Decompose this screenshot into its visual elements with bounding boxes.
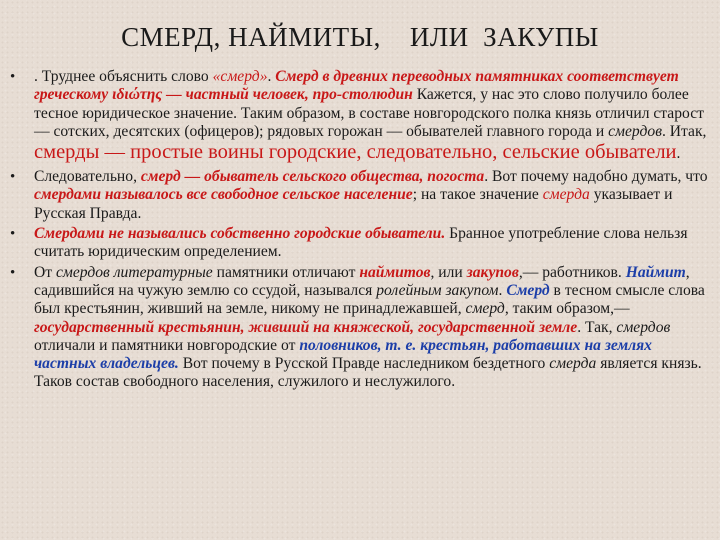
- list-item: [10, 264, 710, 392]
- text: . Так,: [577, 318, 617, 336]
- text: Кажется, у нас это слово получило более тесное юридическое значение. Таким образом, в составе новгородского полка князь отличил старост — сотских, десятских (офицеров); рядовых горожан — обывателей главного города и: [34, 86, 704, 140]
- highlight-text: «смерд»: [212, 68, 268, 85]
- bullet-icon: •: [10, 226, 16, 243]
- highlight-text: Смердами не назывались собственно городские обыватели.: [34, 225, 446, 243]
- italic-text: смерда: [549, 355, 597, 373]
- highlight-text: закупов: [466, 263, 519, 281]
- text: памятники отличают: [212, 263, 360, 281]
- text: , или: [430, 263, 467, 281]
- highlight-text: половников, т. е. крестьян, работавших на землях частных владельцев.: [34, 336, 652, 373]
- text: .: [267, 68, 276, 85]
- italic-text: смерд: [465, 300, 505, 318]
- highlight-text: Смерд в древних переводных памятниках соответствует греческому ιδιώτης — частный человек, про-столюдин: [34, 68, 679, 104]
- italic-text: смердов: [608, 122, 662, 140]
- text: .: [498, 281, 507, 299]
- list-item: [10, 68, 710, 164]
- highlight-text: смерда: [542, 186, 590, 204]
- text: Бранное употребление слова нельзя считать юридическим определением.: [34, 225, 688, 261]
- highlight-text: Смерд: [506, 281, 550, 299]
- text: Следовательно,: [34, 168, 141, 186]
- italic-text: смердов литературные: [55, 263, 213, 281]
- text: указывает и Русская Правда.: [34, 186, 673, 222]
- bullet-icon: •: [10, 264, 16, 281]
- text: . Вот почему надобно думать, что: [484, 168, 708, 186]
- italic-text: смердов: [616, 318, 671, 336]
- highlight-text: наймитов: [359, 263, 431, 281]
- text: ; на такое значение: [412, 186, 543, 204]
- text: , таким образом,—: [504, 300, 630, 318]
- text: отличали и памятники новгородские от: [34, 336, 300, 354]
- text: является князь. Таков состав свободного населения, служилого и неслужилого.: [34, 355, 702, 391]
- emphasis-text: смерды — простые воины городские, следовательно, сельские обыватели: [34, 141, 677, 164]
- bullet-icon: •: [10, 169, 16, 186]
- text: .: [676, 145, 681, 163]
- bullet-icon: •: [10, 69, 16, 85]
- text: , садившийся на чужую землю со ссудой, назывался: [34, 263, 690, 299]
- list-item: [10, 225, 710, 262]
- text: . Труднее объяснить слово: [34, 68, 213, 85]
- bullet-list: [10, 68, 710, 392]
- text: ,— работников.: [518, 263, 626, 281]
- highlight-text: Наймит: [625, 263, 686, 281]
- text: Вот почему в Русской Правде наследником бездетного: [178, 355, 550, 373]
- text: в тесном смысле слова был крестьянин, живший на земле, никому не принадлежавшей,: [34, 281, 705, 318]
- text: От: [34, 263, 56, 281]
- italic-text: ролейным закупом: [376, 281, 499, 299]
- highlight-text: смердами называлось все свободное сельское население: [34, 186, 413, 204]
- slide-title: СМЕРД, НАЙМИТЫ, ИЛИ ЗАКУПЫ: [121, 22, 599, 52]
- list-item: [10, 168, 710, 223]
- text: . Итак,: [661, 122, 707, 140]
- highlight-text: государственный крестьянин, живший на княжеской, государственной земле: [34, 318, 578, 336]
- highlight-text: смерд — обыватель сельского общества, погоста: [140, 168, 485, 186]
